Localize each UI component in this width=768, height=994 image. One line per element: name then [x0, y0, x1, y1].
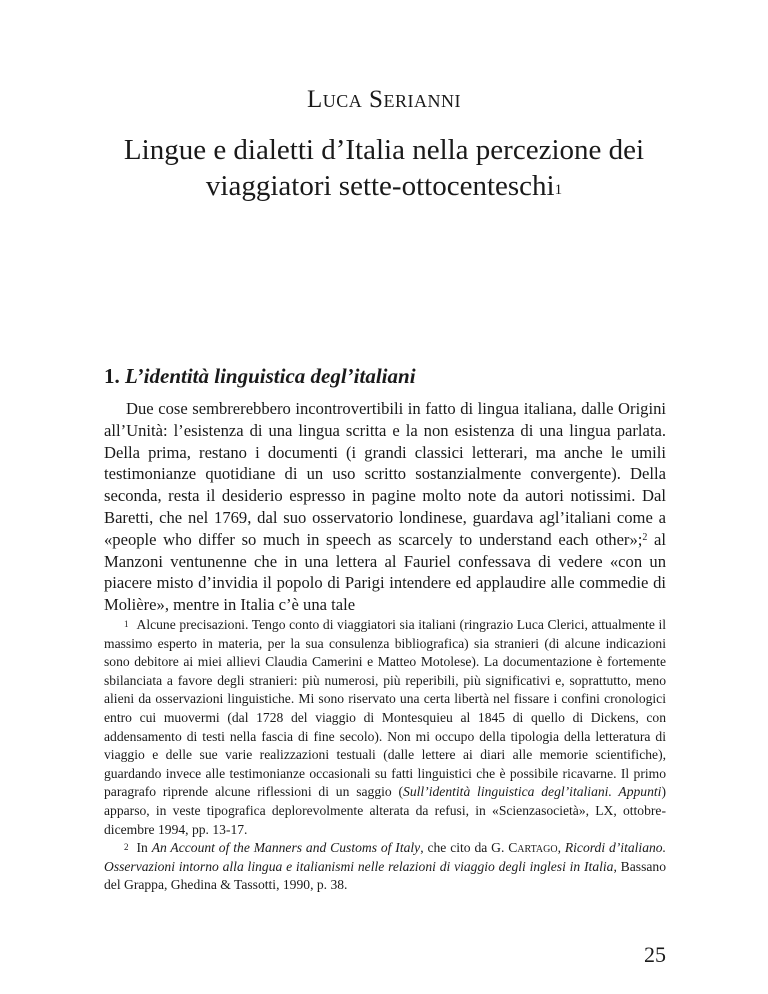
footnote-2-text-c: , Bassano del Grappa, Ghedina & Tassotti, 1990, p. 38.	[104, 858, 666, 893]
title-footnote-mark: 1	[554, 182, 563, 198]
footnote-2-mark: 2	[124, 842, 129, 853]
section-heading	[104, 364, 664, 389]
footnote-2-author: Cartago	[508, 840, 558, 856]
footnote-1-italic: Sull’identità linguistica degl’italiani. Appunti	[403, 784, 662, 800]
section-number: 1.	[104, 364, 120, 388]
body-text-part1: Due cose sembrerebbero incontrovertibili in fatto di lingua italiana, dalle Origini all’Unità: l’esistenza di una lingua scritta e la non esistenza di una lingua parlata. Della prima, restano i documenti (i grandi classici letterari, ma anche le umili testimonianze quotidiane di un uso scritto sostanzialmente convergente). Della seconda, resta il desiderio espresso in pagine molto note da autori notissimi. Dal Baretti, che nel 1769, dal suo osservatorio londinese, guardava agl’italiani come a «people who differ so much in speech as scarcely to understand each other»;	[104, 399, 666, 549]
body-footnote-mark: 2	[642, 531, 648, 543]
body-text-part2: al Manzoni ventunenne che in una lettera al Fauriel confessava di vedere «con un piacere misto d’invidia il popolo di Parigi intendere ed applaudire alle commedie di Molière», mentre in Italia c’è una tale	[104, 529, 666, 615]
footnote-2-text-a: , che cito da G.	[420, 840, 509, 856]
footnote-2	[104, 839, 666, 895]
chapter-title-text: Lingue e dialetti d’Italia nella percezione dei viaggiatori sette-ottocenteschi	[123, 134, 645, 202]
chapter-title	[60, 132, 708, 204]
footnote-2-text-b: ,	[557, 840, 565, 856]
page-number: 25	[644, 942, 666, 967]
footnote-2-in: In	[136, 840, 152, 856]
footnote-1-text-b: ) apparso, in veste tipografica deplorevolmente alterata da refusi, in «Scienzasocietà», LX, ottobre-dicembre 1994, pp. 13-17.	[104, 784, 666, 837]
footnote-2-italic-b: Ricordi d’italiano. Osservazioni intorno alla lingua e italianismi nelle relazioni di viaggio degli inglesi in Italia	[104, 840, 666, 874]
footnote-1-mark: 1	[124, 619, 129, 629]
body-paragraph	[104, 398, 666, 616]
section-title: L’identità linguistica degl’italiani	[125, 364, 416, 388]
author-name: Luca Serianni	[307, 86, 461, 113]
footnote-2-italic-a: An Account of the Manners and Customs of Italy	[151, 840, 421, 856]
footnote-1-text-a: Alcune precisazioni. Tengo conto di viaggiatori sia italiani (ringrazio Luca Clerici, attualmente il massimo esperto in materia, per la sua consulenza bibliografica) sia stranieri (di alcune indicazioni sono debitore ai miei allievi Claudia Camerini e Matteo Motolese). La documentazione è fortemente sbilanciata a favore degli stranieri: più numerosi, più reperibili, più significativi e, soprattutto, meno alieni da osservazioni linguistiche. Mi sono riservato una certa libertà nel fissare i confini cronologici entro cui muovermi (dal 1728 del viaggio di Montesquieu al 1845 di quello di Dickens, con addensamento di testi nella fascia di fine secolo). Non mi occupo della tipologia della letteratura di viaggio e delle sue varie realizzazioni testuali (dalle lettere ai diari alle memorie scientifiche), guardando invece alle testimonianze occasionali su fatti linguistici che è possibile ricavarne. Il primo paragrafo riprende alcune riflessioni di un saggio (	[104, 617, 666, 800]
footnote-1	[104, 616, 666, 839]
footnotes	[104, 616, 666, 895]
